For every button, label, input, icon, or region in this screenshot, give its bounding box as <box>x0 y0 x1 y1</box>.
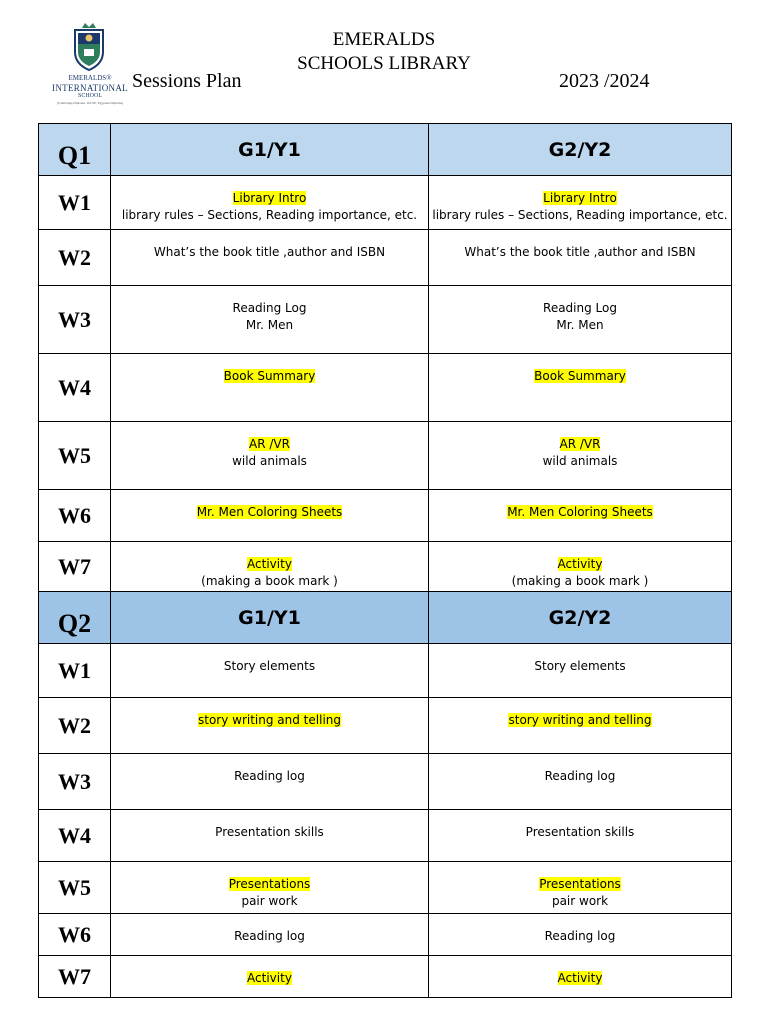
logo-tagline: (Cambridge Diploma, IGCSE, Egyptian Diploma) <box>56 101 124 105</box>
week-label: W7 <box>39 956 111 998</box>
week-row <box>39 230 732 286</box>
grade-column-header: G2/Y2 <box>429 592 732 644</box>
sessions-plan-label: Sessions Plan <box>132 70 242 92</box>
session-cell <box>429 754 732 810</box>
week-row <box>39 542 732 592</box>
week-row <box>39 176 732 230</box>
session-cell <box>111 810 429 862</box>
session-detail: Mr. Men <box>556 318 604 332</box>
session-cell <box>429 914 732 956</box>
logo-name-line3: SCHOOL <box>77 93 102 99</box>
session-topic-highlighted: AR /VR <box>559 437 601 451</box>
week-row <box>39 698 732 754</box>
session-cell <box>429 862 732 914</box>
session-detail: Reading Log <box>232 301 307 315</box>
logo-name-line1: EMERALDS® <box>68 74 112 82</box>
session-detail: Reading log <box>234 769 305 783</box>
session-cell <box>111 914 429 956</box>
session-cell <box>111 422 429 490</box>
week-label: W4 <box>39 810 111 862</box>
session-cell <box>111 286 429 354</box>
logo-name-line2: INTERNATIONAL <box>52 83 128 93</box>
week-row <box>39 422 732 490</box>
session-topic-highlighted: Presentations <box>228 877 311 891</box>
session-topic-highlighted: Activity <box>557 971 603 985</box>
session-detail: Presentation skills <box>525 825 635 839</box>
session-topic-highlighted: story writing and telling <box>508 713 652 727</box>
session-detail: What’s the book title ,author and ISBN <box>153 245 386 259</box>
session-detail: Mr. Men <box>245 318 294 332</box>
session-topic-highlighted: Activity <box>247 557 292 571</box>
session-detail: Reading Log <box>543 301 617 315</box>
academic-year: 2023 /2024 <box>559 70 650 92</box>
sessions-table <box>38 123 732 998</box>
week-row <box>39 914 732 956</box>
week-label: W7 <box>39 542 111 592</box>
session-cell <box>111 754 429 810</box>
quarter-header-row <box>39 124 732 176</box>
session-detail: Presentation skills <box>215 825 324 839</box>
session-cell <box>111 176 429 230</box>
session-detail: wild animals <box>232 454 307 468</box>
session-cell <box>111 542 429 592</box>
session-topic-highlighted: AR /VR <box>249 437 290 451</box>
week-label: W6 <box>39 914 111 956</box>
session-detail: Story elements <box>534 659 626 673</box>
week-label: W1 <box>39 176 111 230</box>
session-topic-highlighted: Activity <box>557 557 603 571</box>
document-title-line1: EMERALDS <box>332 29 436 50</box>
session-cell <box>111 230 429 286</box>
grade-column-header: G1/Y1 <box>111 592 429 644</box>
week-label: W4 <box>39 354 111 422</box>
session-cell <box>429 644 732 698</box>
session-detail: library rules – Sections, Reading importance, etc. <box>121 208 418 222</box>
session-detail: Reading log <box>544 769 616 783</box>
week-label: W3 <box>39 286 111 354</box>
session-detail: library rules – Sections, Reading importance, etc. <box>432 208 728 222</box>
week-label: W3 <box>39 754 111 810</box>
week-row <box>39 810 732 862</box>
session-detail: (making a book mark ) <box>511 574 649 588</box>
week-row <box>39 754 732 810</box>
session-cell <box>111 956 429 998</box>
session-cell <box>429 176 732 230</box>
session-topic-highlighted: Book Summary <box>534 369 626 383</box>
session-cell <box>111 490 429 542</box>
session-detail: (making a book mark ) <box>201 574 338 588</box>
week-row <box>39 490 732 542</box>
grade-column-header: G1/Y1 <box>111 124 429 176</box>
session-topic-highlighted: Mr. Men Coloring Sheets <box>196 505 343 519</box>
week-row <box>39 286 732 354</box>
session-cell <box>429 956 732 998</box>
session-cell <box>429 698 732 754</box>
week-row <box>39 354 732 422</box>
session-cell <box>429 354 732 422</box>
session-cell <box>111 644 429 698</box>
week-row <box>39 862 732 914</box>
quarter-label: Q2 <box>39 592 111 644</box>
week-label: W1 <box>39 644 111 698</box>
week-label: W6 <box>39 490 111 542</box>
session-detail: pair work <box>551 894 609 908</box>
session-detail: What’s the book title ,author and ISBN <box>464 245 696 259</box>
week-row <box>39 956 732 998</box>
session-cell <box>429 286 732 354</box>
session-detail: pair work <box>241 894 298 908</box>
quarter-label: Q1 <box>39 124 111 176</box>
week-row <box>39 644 732 698</box>
session-cell <box>111 354 429 422</box>
session-cell <box>429 490 732 542</box>
session-detail: Story elements <box>223 659 316 673</box>
session-topic-highlighted: Mr. Men Coloring Sheets <box>507 505 653 519</box>
session-topic-highlighted: Book Summary <box>223 369 316 383</box>
session-detail: Reading log <box>234 929 305 943</box>
session-topic-highlighted: Activity <box>247 971 292 985</box>
week-label: W2 <box>39 230 111 286</box>
session-topic-highlighted: Library Intro <box>543 191 617 205</box>
session-cell <box>429 542 732 592</box>
session-cell <box>429 230 732 286</box>
session-topic-highlighted: story writing and telling <box>197 713 341 727</box>
session-topic-highlighted: Presentations <box>539 877 621 891</box>
session-cell <box>111 698 429 754</box>
week-label: W5 <box>39 422 111 490</box>
session-topic-highlighted: Library Intro <box>232 191 307 205</box>
week-label: W2 <box>39 698 111 754</box>
grade-column-header: G2/Y2 <box>429 124 732 176</box>
session-cell <box>111 862 429 914</box>
session-cell <box>429 810 732 862</box>
session-detail: Reading log <box>544 929 616 943</box>
session-cell <box>429 422 732 490</box>
quarter-header-row <box>39 592 732 644</box>
week-label: W5 <box>39 862 111 914</box>
document-title-line2: SCHOOLS LIBRARY <box>297 53 471 74</box>
session-detail: wild animals <box>542 454 618 468</box>
